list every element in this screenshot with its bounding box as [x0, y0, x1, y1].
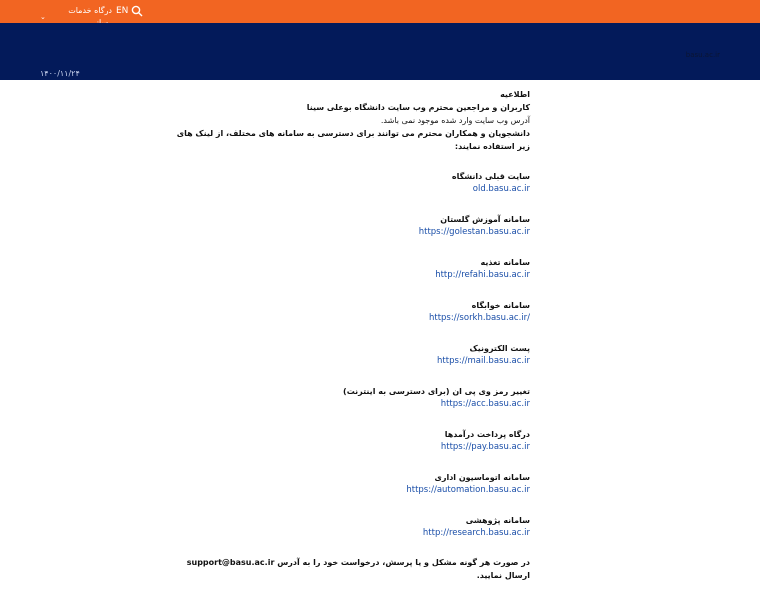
- service-title: درگاه پرداخت درآمدها: [444, 430, 530, 439]
- service-item: [170, 342, 530, 368]
- service-item: [170, 256, 530, 282]
- service-item: [170, 299, 530, 325]
- service-title: تغییر رمز وی پی ان (برای دسترسی به اینترنت): [343, 387, 530, 396]
- service-title: سامانه پژوهشی: [465, 516, 530, 525]
- footer-text-before: در صورت هر گونه مشکل و یا پرسش، درخواست خود را به آدرس: [277, 558, 530, 567]
- service-link[interactable]: https://sorkh.basu.ac.ir/: [428, 313, 530, 323]
- service-item: [170, 471, 530, 497]
- notice-title: اطلاعیه: [500, 90, 530, 99]
- service-item: [170, 385, 530, 411]
- service-item: [170, 213, 530, 239]
- service-title: سایت قبلی دانشگاه: [451, 172, 530, 181]
- notice-line1: آدرس وب سایت وارد شده موجود نمی باشد.: [380, 116, 530, 125]
- service-title: سامانه اتوماسیون اداری: [434, 473, 530, 482]
- service-item: [170, 514, 530, 540]
- chevron-down-icon: ⌄: [40, 13, 46, 21]
- notice-content: [170, 88, 530, 582]
- footer-text-after: ارسال نمایید.: [476, 571, 530, 580]
- top-bar: [0, 0, 760, 23]
- service-title: سامانه خوابگاه: [471, 301, 530, 310]
- date-label: ۱۴۰۰/۱۱/۲۴: [40, 69, 80, 78]
- service-title: پست الکترونیک: [469, 344, 530, 353]
- service-link-list: [170, 170, 530, 540]
- service-title: سامانه تغذیه: [480, 258, 530, 267]
- services-menu-label: درگاه خدمات: [68, 6, 112, 15]
- service-link[interactable]: https://mail.basu.ac.ir: [437, 356, 530, 366]
- service-link[interactable]: http://research.basu.ac.ir: [422, 528, 530, 538]
- service-link[interactable]: https://automation.basu.ac.ir: [406, 485, 530, 495]
- service-item: [170, 428, 530, 454]
- support-footer: [170, 556, 530, 582]
- notice-greeting: کاربران و مراجعین محترم وب سایت دانشگاه بوعلی سینا: [306, 103, 530, 112]
- language-switch[interactable]: EN: [116, 6, 129, 16]
- service-link[interactable]: https://pay.basu.ac.ir: [440, 442, 530, 452]
- service-link[interactable]: https://golestan.basu.ac.ir: [418, 227, 530, 237]
- service-item: [170, 170, 530, 196]
- notice-line2: دانشجویان و همکاران محترم می توانند برای دسترسی به سامانه های مختلف، از لینک های زیر استفاده نمایند:: [176, 129, 530, 151]
- service-link[interactable]: https://acc.basu.ac.ir: [440, 399, 530, 409]
- search-icon[interactable]: [131, 5, 143, 17]
- support-email[interactable]: support@basu.ac.ir: [186, 558, 275, 567]
- service-title: سامانه آموزش گلستان: [440, 215, 530, 224]
- header-banner: [0, 23, 760, 80]
- service-link[interactable]: http://refahi.basu.ac.ir: [435, 270, 530, 280]
- banner-title: basu.ac.ir: [685, 51, 720, 59]
- service-link[interactable]: old.basu.ac.ir: [472, 184, 530, 194]
